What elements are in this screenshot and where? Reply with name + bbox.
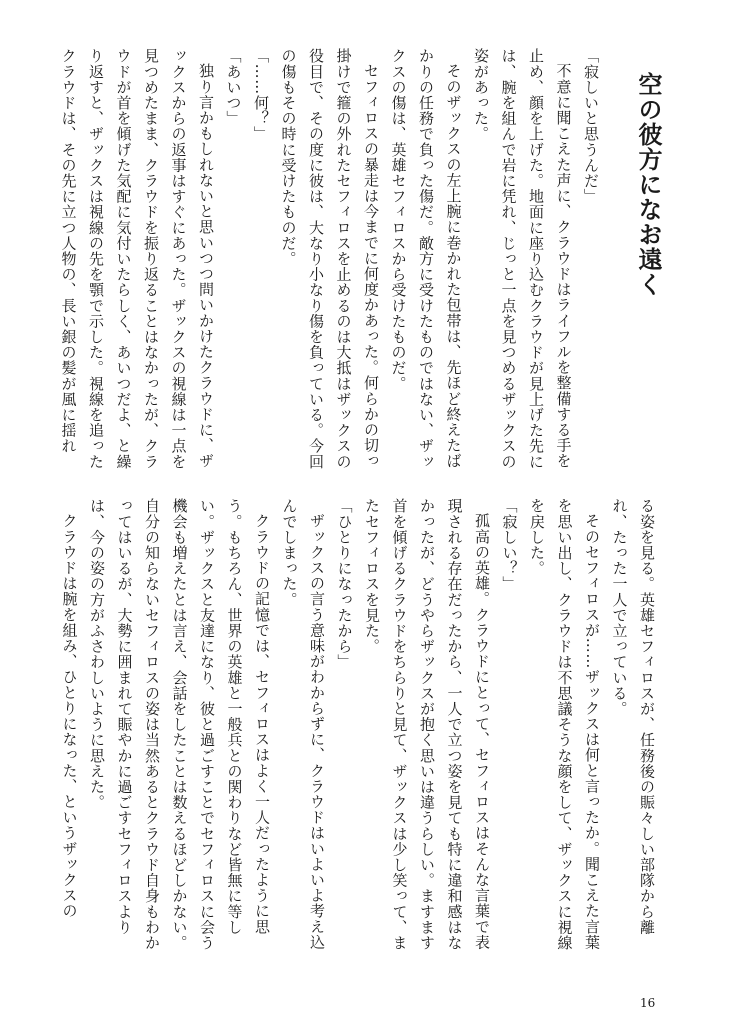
paragraph: る姿を見る。英雄セフィロスが、任務後の賑々しい部隊から離れ、たった一人で立っている。: [610, 498, 656, 935]
paragraph: ザックスの言う意味がわからずに、クラウドはいよいよ考え込んでしまった。: [280, 498, 326, 950]
paragraph: クラウドは腕を組み、ひとりになった、というザックスの: [60, 513, 79, 919]
paragraph: そのセフィロスが……ザックスは何と言ったか。聞こえた言葉を思い出し、クラウドは不思議そうな顔をして、ザックスに視線を戻した。: [528, 498, 601, 951]
paragraph: セフィロスの暴走は今までに何度かあった。何らかの切っ掛けで箍の外れたセフィロスを止めるのは大抵はザックスの役目で、その度に彼は、大なり小なり傷を負っている。今回の傷もその時に受けたものだ。: [279, 48, 380, 470]
paragraph: 「ひとりになったから」: [335, 498, 354, 670]
page-number: 16: [640, 996, 656, 1010]
paragraph: 「あいつ」: [224, 48, 243, 126]
paragraph: クラウドの記憶では、セフィロスはよく一人だったように思う。もちろん、世界の英雄と一般兵との関わりなど皆無に等しい。ザックスと友達になり、彼と過ごすことでセフィロスに会う機会も増えたとは言え、会話をしたことは数えるほどしかない。自分の知らないセフィロスの姿は当然あるとクラウド自身もわかってはいるが、大勢に囲まれて賑やかに過ごすセフィロスよりは、今の姿の方がふさわしいように思えた。: [88, 498, 271, 951]
lower-text-block: [60, 498, 660, 954]
chapter-title: 空の彼方になお遠く: [634, 72, 663, 297]
upper-text-block: [59, 48, 604, 480]
paragraph: 孤高の英雄。クラウドにとって、セフィロスはそんな言葉で表現される存在だったから、一人で立つ姿を見ても特に違和感はなかったが、どうやらザックスが抱く思いは違うらしい。ますます首を傾げるクラウドをちらりと見て、ザックスは少し笑って、またセフィロスを見た。: [363, 498, 491, 951]
paragraph: そのザックスの左上腕に巻かれた包帯は、先ほど終えたばかりの任務で負った傷だ。敵方に受けたものではない、ザックスの傷は、英雄セフィロスから受けたものだ。: [389, 48, 463, 470]
paragraph: 「……何？」: [252, 48, 270, 142]
paragraph: 「寂しい？」: [500, 498, 519, 592]
paragraph: 独り言かもしれないと思いつつ問いかけたクラウドに、ザックスからの返事はすぐにあった。ザックスの視線は一点を見つめたまま、クラウドを振り返ることはなかったが、クラウドが首を傾げた気配に気付いたらしく、あいつだよ、と繰り返すと、ザックスは視線の先を顎で示した。視線を追ったクラウドは、その先に立つ人物の、長い銀の髪が風に揺れ: [59, 48, 215, 470]
paragraph: 不意に聞こえた声に、クラウドはライフルを整備する手を止め、顔を上げた。地面に座り込むクラウドが見上げた先には、腕を組んで岩に凭れ、じっと一点を見つめるザックスの姿があった。: [472, 48, 573, 470]
paragraph: 「寂しいと思うんだ」: [582, 48, 600, 204]
